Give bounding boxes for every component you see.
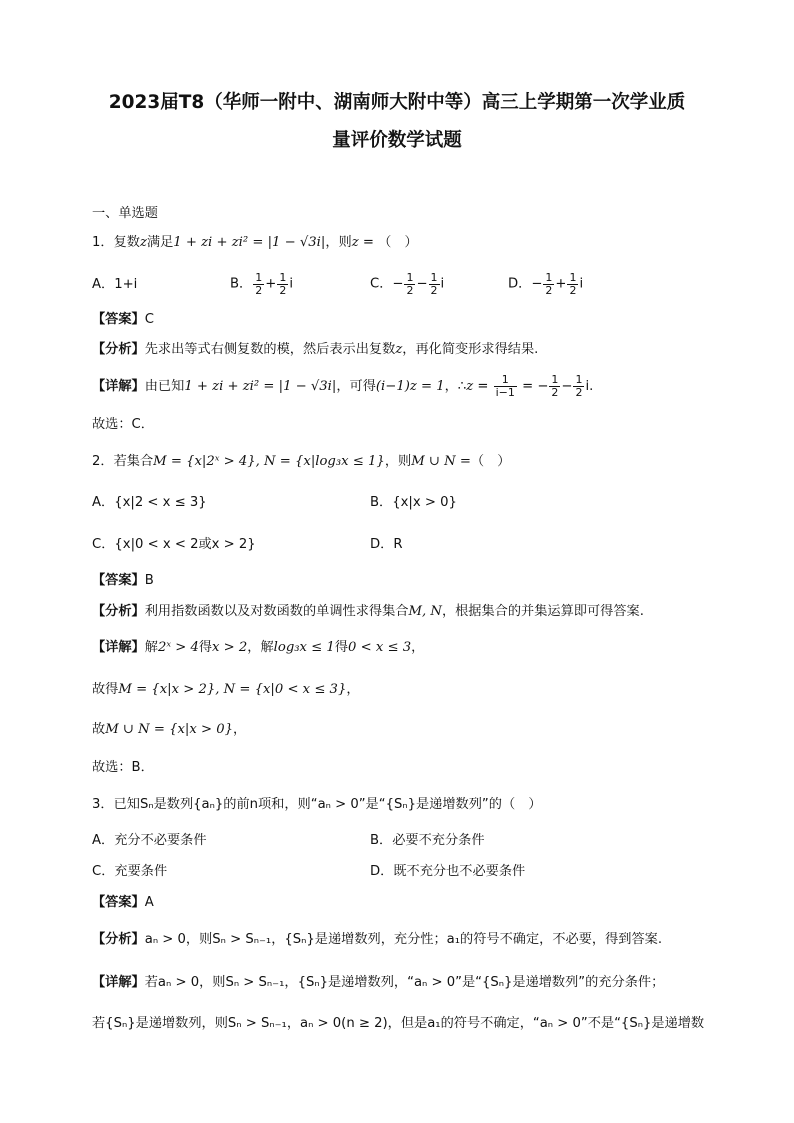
exam-title: [60, 84, 734, 160]
q2-option-d: D．R: [370, 537, 403, 552]
title-line-2: 量评价数学试题: [332, 130, 462, 151]
q2-answer: 【答案】B: [92, 573, 154, 588]
q1-equation: 1 + zi + zi² = |1 − √3i|: [173, 235, 326, 250]
q2-stem: 2．若集合M = {x|2ˣ > 4}, N = {x|log₃x ≤ 1}，则M ∪ N =（ ）: [92, 454, 511, 469]
title-line-1: 2023届T8（华师一附中、湖南师大附中等）高三上学期第一次学业质: [108, 92, 686, 113]
q1-analysis: 【分析】先求出等式右侧复数的模，然后表示出复数z，再化简变形求得结果.: [92, 342, 539, 357]
q3-option-d: D．既不充分也不必要条件: [370, 864, 526, 879]
q3-options-ab: [92, 832, 712, 852]
q3-answer: 【答案】A: [92, 895, 154, 910]
q2-options-cd: [92, 536, 712, 556]
q2-conclusion: 故选：B．: [92, 760, 154, 775]
q2-option-a: A．{x|2 < x ≤ 3}: [92, 495, 207, 510]
q2-detail-1: 【详解】解2ˣ > 4得x > 2，解log₃x ≤ 1得0 < x ≤ 3，: [92, 640, 425, 655]
q1-option-c: C．− $\frac{1}{2}$ − $\frac{1}{2}$ i: [370, 271, 445, 297]
q1-answer: 【答案】C: [92, 312, 154, 327]
q3-stem: 3．已知Sₙ是数列{aₙ}的前n项和，则“aₙ > 0”是“{Sₙ}是递增数列”的（ ）: [92, 797, 542, 812]
q3-option-c: C．充要条件: [92, 864, 168, 879]
q2-options-ab: [92, 494, 712, 514]
q2-option-b: B．{x|x > 0}: [370, 495, 457, 510]
q1-stem: 1．复数z满足1 + zi + zi² = |1 − √3i|，则z = （ ）: [92, 235, 418, 250]
section-heading: 一、单选题: [92, 206, 158, 221]
q3-analysis: 【分析】aₙ > 0，则Sₙ > Sₙ₋₁，{Sₙ}是递增数列，充分性；a₁的符号不确定，不必要，得到答案.: [92, 932, 663, 947]
q1-option-a: A．1+i: [92, 277, 138, 292]
q3-option-b: B．必要不充分条件: [370, 833, 485, 848]
q2-analysis: 【分析】利用指数函数以及对数函数的单调性求得集合M, N，根据集合的并集运算即可得答案.: [92, 604, 644, 619]
q1-options: [92, 272, 712, 300]
q1-detail: 【详解】由已知1 + zi + zi² = |1 − √3i|，可得(i−1)z = 1，∴z = $\frac{1}{i-1}$ = − $\frac{1}{2}$ − $\frac{1}{2}$ i.: [92, 372, 594, 399]
q1-option-b: B． $\frac{1}{2}$ + $\frac{1}{2}$ i: [230, 271, 293, 297]
q3-detail-2: 若{Sₙ}是递增数列，则Sₙ > Sₙ₋₁，aₙ > 0(n ≥ 2)，但是a₁的符号不确定，“aₙ > 0”不是“{Sₙ}是递增数: [92, 1016, 705, 1031]
q2-detail-3: 故M ∪ N = {x|x > 0}，: [92, 722, 247, 737]
q3-detail-1: 【详解】若aₙ > 0，则Sₙ > Sₙ₋₁，{Sₙ}是递增数列，“aₙ > 0”是“{Sₙ}是递增数列”的充分条件；: [92, 975, 665, 990]
q1-option-d: D．− $\frac{1}{2}$ + $\frac{1}{2}$ i: [508, 271, 584, 297]
q3-option-a: A．充分不必要条件: [92, 833, 207, 848]
q1-conclusion: 故选：C．: [92, 417, 154, 432]
q3-options-cd: [92, 863, 712, 883]
q2-detail-2: 故得M = {x|x > 2}, N = {x|0 < x ≤ 3}，: [92, 682, 360, 697]
q2-option-c: C．{x|0 < x < 2或x > 2}: [92, 537, 256, 552]
